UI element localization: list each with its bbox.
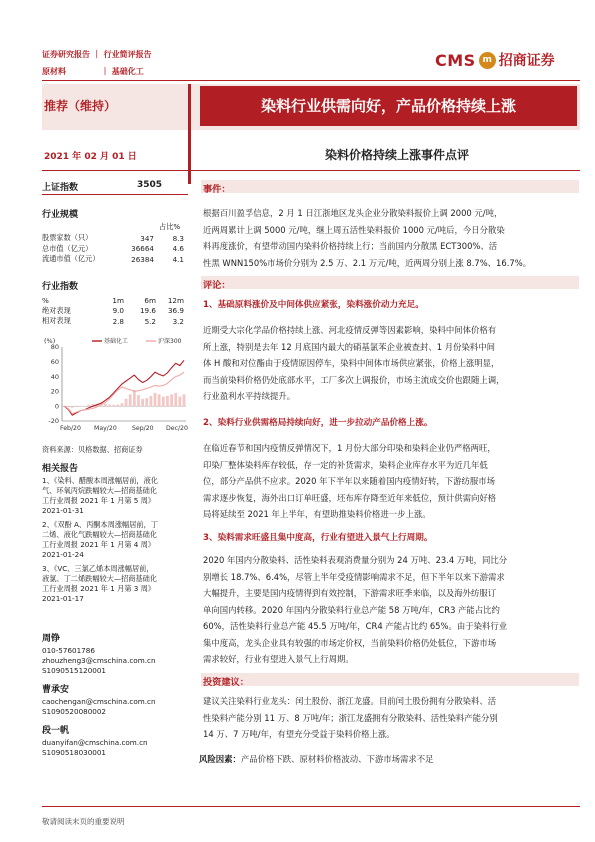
legend-label: 基础化工	[104, 338, 129, 346]
relative-bar	[178, 397, 181, 407]
report-title: 染料行业供需向好，产品价格持续上涨	[200, 86, 577, 126]
analyst-card: 曹承安 caochengan@cmschina.com.cn S1090520080002	[42, 682, 192, 717]
relative-bar	[129, 394, 132, 406]
y-tick-label: 60	[50, 358, 59, 366]
event-heading-band	[201, 180, 579, 193]
list-item[interactable]: 1、《染料、醋酸本周涨幅居前，液化 气、环氧丙烷跌幅较大—招商基础化 工行业周报 2021 年 1 月第 5 周》 2021-01-31	[42, 476, 158, 515]
y-tick-label: 40	[50, 372, 59, 381]
cms-logo	[435, 50, 555, 70]
table-row: 流通市值（亿元） 26384 4.1	[42, 254, 184, 264]
relative-bar	[83, 406, 86, 407]
relative-bar	[149, 396, 152, 406]
scale-table	[42, 233, 184, 265]
related-heading: 相关报告	[42, 464, 79, 474]
table-row: 总市值（亿元） 36664 4.6	[42, 243, 184, 254]
table-row: 绝对表现 9.0 19.6 36.9	[42, 305, 184, 316]
relative-bar	[170, 394, 173, 406]
relative-bar	[116, 405, 119, 406]
footer-divider	[42, 806, 580, 807]
y-tick-label: 80	[50, 343, 59, 352]
logo-badge-icon: m	[479, 52, 496, 69]
event-body: 根据百川盈孚信息，2 月 1 日江浙地区龙头企业分散染料报价上调 2000 元/吨， 近两周累计上调 5000 元/吨，继上周五活性染料报价 1000 元/吨后，今日分散染 料再度涨价，有望带动国内染料价格持续上行；当前国内分散黑 ECT300%、活 性黑 WNN150%市场价分别为 2.5 万、2.1 万元/吨，近两周分别上涨 8.7%、16.7%。	[203, 208, 532, 268]
perf-table	[42, 295, 184, 327]
analyst-card: 段一帆 duanyifan@cmschina.com.cn S1090518030001	[42, 723, 192, 758]
relative-bar	[79, 406, 82, 407]
report-type-line: 证券研究报告 ｜ 行业简评报告	[42, 50, 152, 59]
table-row: 股票家数（只） 347 8.3	[42, 233, 184, 243]
analyst-email[interactable]: duanyifan@cmschina.com.cn	[42, 738, 148, 747]
point-1-heading: 1、基础原料涨价及中间体供应紧张，染料涨价动力充足。	[203, 300, 424, 310]
relative-bar	[108, 405, 111, 406]
relative-bar	[112, 405, 115, 406]
risk-label: 风险因素：	[199, 754, 241, 764]
relative-bar	[174, 393, 177, 406]
risk-text: 产品价格下跌、原材料价格波动、下游市场需求不足	[240, 754, 434, 764]
relative-bar	[162, 397, 165, 407]
report-subtitle: 染料价格持续上涨事件点评	[325, 148, 470, 162]
related-reports-list	[42, 476, 192, 604]
list-item[interactable]: 3、《VC、三氯乙烯本周涨幅居前， 液氯、丁二烯跌幅较大—招商基础化 工行业周报 2021 年 1 月第 3 周》 2021-01-17	[42, 564, 158, 603]
scale-pct-header: 占比%	[159, 222, 181, 231]
x-tick-label: Sep/20	[132, 425, 154, 432]
industry-performance-chart	[40, 335, 190, 437]
relative-bar	[141, 399, 144, 406]
subtitle-divider	[42, 170, 580, 171]
index-value: 3505	[137, 180, 163, 190]
point-2-heading: 2、染料行业供需格局持续向好，进一步拉动产品价格上涨。	[203, 418, 433, 428]
analyst-name: 段一帆	[42, 726, 70, 736]
header-divider	[42, 80, 580, 81]
y-axis-label: (%)	[44, 337, 56, 345]
footer-disclaimer[interactable]: 敬请阅读末页的重要说明	[42, 817, 125, 826]
x-tick-label: Feb/20	[60, 425, 81, 432]
relative-bar	[137, 395, 140, 406]
invest-heading: 投资建议：	[203, 677, 249, 688]
y-tick-label: 0	[54, 402, 59, 411]
sector-label: 原材料	[42, 67, 66, 76]
legend-label: 沪深300	[158, 338, 182, 346]
index-divider	[42, 194, 188, 195]
table-row: % 1m 6m 12m	[42, 295, 184, 305]
relative-bar	[133, 390, 136, 406]
invest-body: 建议关注染料行业龙头：闰土股份、浙江龙盛。目前闰土股份拥有分散染料、活 性染料产能分别 11 万、8 万吨/年；浙江龙盛拥有分散染料、活性染料产能分别 14 万、7 万吨/年，有望充分受益于染料价格上涨。	[203, 696, 498, 739]
analyst-name: 曹承安	[42, 685, 70, 695]
analyst-email[interactable]: caochengan@cmschina.com.cn	[42, 697, 156, 706]
relative-bar	[75, 406, 78, 407]
series-line-2	[64, 372, 184, 413]
risk-line	[199, 747, 577, 768]
analyst-list	[42, 631, 192, 758]
recommendation: 推荐（维持）	[44, 99, 117, 113]
comment-heading: 评论：	[203, 280, 231, 291]
table-row: 相对表现 2.8 5.2 3.2	[42, 316, 184, 326]
scale-heading: 行业规模	[42, 210, 79, 220]
chart-source: 资料来源：贝格数据、招商证券	[42, 445, 143, 454]
perf-heading: 行业指数	[42, 282, 79, 292]
relative-bar	[71, 406, 74, 407]
relative-bar	[104, 404, 107, 406]
vertical-accent	[188, 84, 191, 184]
point-3-heading: 3、染料需求旺盛且集中度高，行业有望进入景气上行周期。	[203, 533, 433, 543]
comment-heading-band	[201, 276, 579, 289]
x-tick-label: Dec/20	[166, 425, 188, 432]
invest-heading-band	[201, 673, 579, 686]
y-tick-label: -20	[48, 417, 59, 426]
point-2-body: 在临近春节和国内疫情反弹情况下，1 月份大部分印染和染料企业仍严格两旺， 印染厂整体染料库存较低，存一定的补货需求，染料企业库存水平为近几年低 位，部分产品供不应求。2020 年下半年以来随着国内疫情好转，下游纺服市场 需求逐步恢复，海外出口订单旺盛，坯布库存降至近年来低位，预计供需向好格 局将延续至 2021 年上半年，有望助推染料价格进一步上涨。	[203, 443, 497, 519]
x-tick-label: May/20	[94, 425, 117, 432]
relative-bar	[158, 394, 161, 406]
relative-bar	[154, 393, 157, 406]
relative-bar	[121, 403, 124, 406]
index-label: 上证指数	[42, 183, 79, 193]
relative-bar	[166, 396, 169, 406]
analyst-card: 周铮 010-57601786 zhouzheng3@cmschina.com.cn S1090515120001	[42, 631, 192, 676]
analyst-email[interactable]: zhouzheng3@cmschina.com.cn	[42, 656, 156, 665]
event-heading: 事件：	[203, 184, 231, 195]
analyst-name: 周铮	[42, 634, 61, 644]
report-date: 2021 年 02 月 01 日	[44, 152, 137, 162]
y-tick-label: 20	[50, 387, 59, 396]
relative-bar	[125, 399, 128, 406]
logo-chinese: 招商证券	[498, 53, 555, 69]
relative-bar	[67, 406, 70, 407]
relative-bar	[183, 394, 186, 406]
relative-bar	[87, 405, 90, 406]
logo-latin: CMS	[435, 50, 476, 70]
list-item[interactable]: 2、《双酚 A、丙酮本周涨幅居前，丁 二烯、液化气跌幅较大—招商基础化 工行业周报 2021 年 1 月第 4 周》 2021-01-24	[42, 520, 158, 559]
industry-label: ｜ 基础化工	[101, 67, 144, 76]
point-3-body: 2020 年国内分散染料、活性染料表观消费量分别为 24 万吨、23.4 万吨，同比分 别增长 18.7%、6.4%，尽管上半年受疫情影响需求不足，但下半年以来下游需求 大幅提升，主要是国内疫情得到有效控制，下游需求旺季来临，以及海外纺服订 单向国内转移。2020 年国内分散染料行业总产能 58 万吨/年，CR3 产能占比约 60%，活性染料行业总产能 45.5 万吨/年，CR4 产能占比约 65%。由于染料行业 集中度高，龙头企业具有较强的市场定价权，当前染料价格仍处低位，下游市场 需求较好，行业有望进入景气上行周期。	[203, 555, 508, 664]
relative-bar	[145, 398, 148, 406]
point-1-body: 近期受大宗化学品价格持续上涨、河北疫情反弹等因素影响，染料中间体价格有 所上涨，特别是去年 12 月底国内最大的硝基氯苯企业被查封、1 月份染料中间 体 H 酸和对位酯由于疫情原因停车，染料中间体市场供应紧张，价格上涨明显， 而当前染料价格仍处底部水平，工厂多次上调报价，市场主流成交价也跟随上调， 行业盈利水平持续提升。	[203, 325, 505, 401]
